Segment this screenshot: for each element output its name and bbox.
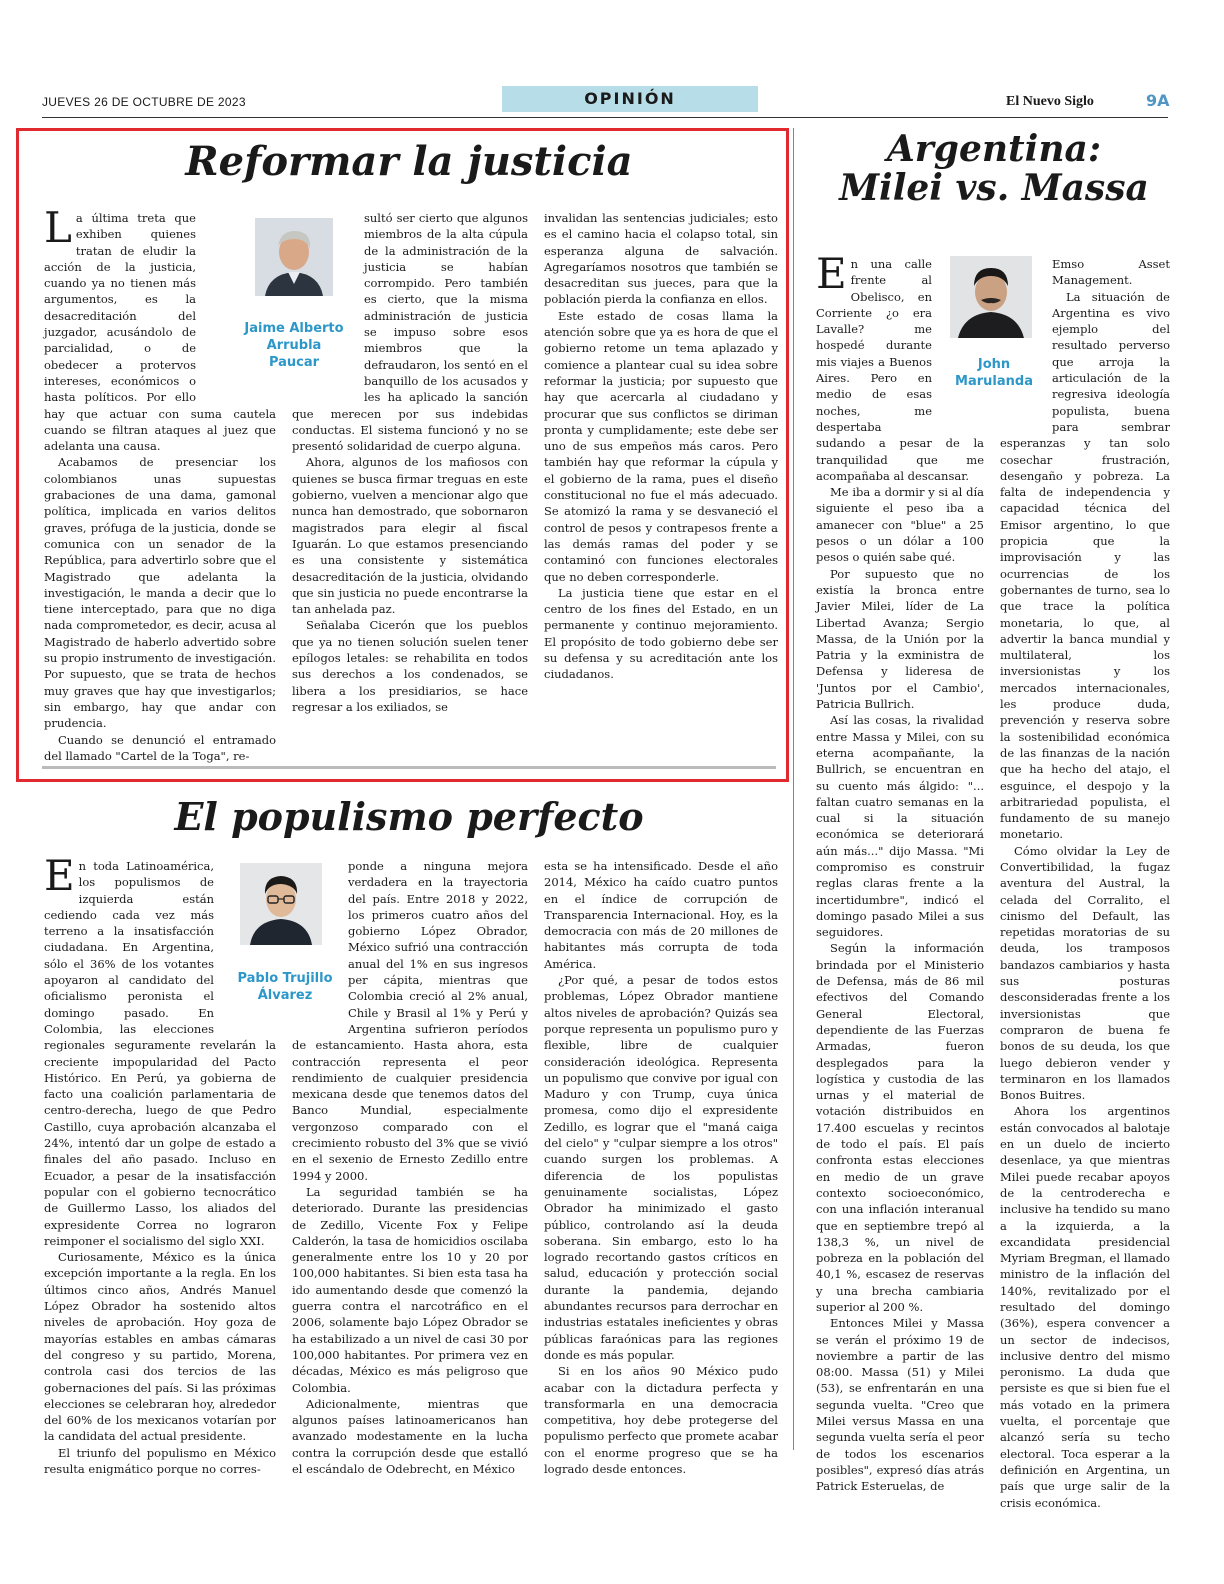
drop-cap: L: [44, 203, 72, 252]
article-separator: [42, 766, 776, 769]
issue-date: JUEVES 26 DE OCTUBRE DE 2023: [42, 95, 246, 109]
article-column-2: [292, 210, 528, 762]
article-column-3: [544, 210, 778, 762]
paragraph: ¿Por qué, a pesar de todos estos problemas, López Obrador mantiene altos niveles de aprobación? Quizás sea porque representa un populismo puro y flexible, libre de cualquier consideración ideológica. Representa un populismo que convive por igual con Maduro y con Trump, cuya única promesa, como dijo el expresidente Zedillo, es lograr que el "maná caiga del cielo" y "culpar siempre a los otros" cuando surgen los problemas. A diferencia de los populistas genuinamente socialistas, López Obrador ha minimizado el gasto público, controlando así la deuda soberana. Sin embargo, esto lo ha logrado recortando gastos críticos en salud, educación y protección social durante la pandemia, dejando abundantes recursos para derrochar en industrias estatales ineficientes y obras públicas faraónicas para las regiones donde es más popular.: [544, 973, 778, 1362]
title-line: Milei vs. Massa: [839, 166, 1149, 209]
article-column-1: [816, 249, 984, 1494]
author-name-line: Marulanda: [955, 374, 1033, 389]
article-column-2: [292, 858, 528, 1480]
article-title-populismo: El populismo perfecto: [174, 794, 644, 839]
paragraph: Ahora los argentinos están convocados al balotaje en un duelo de incierto desenlace, ya que mientras Milei puede recabar apoyos de la centroderecha e inclusive ha tendido su mano a la izquierda, a la excandidata presidencial Myriam Bregman, el llamado ministro de la inflación del 140%, revitalizado por el resultado del domingo (36%), espera convencer a un sector de indecisos, inclusive dentro del mismo peronismo. La duda que persiste es que si bien fue el más votado en la primera vuelta, el porcentaje que alcanzó sería su techo electoral. Toca esperar a la definición en Argentina, un país que urge salir de la crisis económica.: [1000, 1104, 1170, 1510]
header-rule: [42, 117, 1168, 118]
article-column-2: [1000, 256, 1170, 1510]
paragraph: invalidan las sentencias judiciales; esto es el camino hacia el colapso total, sin esperanza alguna de salvación. Agregaríamos nosotros que también se desacreditan sus jueces, para que la población pierda la confianza en ellos.: [544, 211, 778, 307]
paragraph: Cuando se denunció el entramado del llamado "Cartel de la Toga", re-: [44, 732, 276, 763]
paragraph: Por supuesto que no existía la bronca entre Javier Milei, líder de La Libertad Avanza; Sergio Massa, de la Unión por la Patria y la exministra de Defensa y lideresa de 'Juntos por el Cambio', Patricia Bullrich.: [816, 566, 984, 712]
paragraph: Este estado de cosas llama la atención sobre que ya es hora de que el gobierno retome un tema aplazado y comience a plantear cual su idea sobre reformar la justicia; por supuesto que hay que acercarla al ciudadano y procurar que sus conflictos se diriman pronta y cumplidamente; este debe ser uno de sus empeños más caros. Pero también hay que reformar la cúpula y el gobierno de la rama, pues el diseño constitucional no fue el más adecuado. Se atomizó la rama y se desvaneció el control de pesos y contrapesos frente a las demás ramas del poder y se contaminó con funciones electorales que no deben corresponderle.: [544, 308, 778, 584]
paragraph: La situación de Argentina es vivo ejemplo del resultado perverso que arroja la articulación de la regresiva ideología populista, buena para sembrar esperanzas y tan solo cosechar frustración, desengaño y pobreza. La falta de independencia y capacidad técnica del Emisor argentino, lo que propicia que la improvisación y las ocurrencias de los gobernantes de turno, sea lo que trace la política monetaria, lo que, al advertir la banca mundial y multilateral, los inversionistas y los mercados internacionales, les produce duda, prevención y reserva sobre la sostenibilidad económica de las finanzas de la nación que ha hecho del atajo, el esguince, el despojo y la arbitrariedad populista, el fundamento de su manejo monetario.: [1000, 289, 1170, 842]
paragraph: esta se ha intensificado. Desde el año 2014, México ha caído cuatro puntos en el índice de corrupción de Transparencia Internacional. Hoy, es la democracia con más de 20 millones de habitantes más corrupta de toda América.: [544, 859, 778, 971]
paragraph: Adicionalmente, mientras que algunos países latinoamericanos han avanzado modestamente en la lucha contra la corrupción desde que estalló el escándalo de Odebrecht, en México: [292, 1396, 528, 1476]
paragraph: La seguridad también se ha deteriorado. Durante las presidencias de Zedillo, Vicente Fox y Felipe Calderón, la tasa de homicidios oscilaba generalmente entre los 10 y 20 por 100,000 habitantes. Si bien esta tasa ha ido aumentando desde que comenzó la guerra contra el narcotráfico en el 2006, solamente bajo López Obrador se ha estabilizado a un nivel de casi 30 por 100,000 habitantes. Por primera vez en décadas, México es más peligroso que Colombia.: [292, 1184, 528, 1395]
author-name-line: Paucar: [268, 355, 320, 370]
paragraph: Si en los años 90 México pudo acabar con la dictadura perfecta y transformarla en una democracia competitiva, hoy debe protegerse del populismo perfecto que promete acabar con el enorme progreso que se ha logrado desde entonces.: [544, 1364, 778, 1476]
photo-spacer: [196, 210, 276, 390]
paragraph: sultó ser cierto que algunos miembros de la alta cúpula de la administración de la justicia se habían corrompido. Pero también es cierto, que la misma administración de justicia se impuso sobre esos miembros que la defraudaron, los sentó en el banquillo de los acusados y les ha aplicado la sanción que merecen por sus indebidas conductas. El sistema funcionó y no se presentó solidaridad de cuerpo alguna.: [292, 211, 528, 454]
author-name-line: Álvarez: [257, 988, 313, 1003]
article-title-reformar: Reformar la justicia: [185, 138, 633, 185]
paragraph: Señalaba Cicerón que los pueblos que ya no tienen solución suelen tener epílogos letales: se rehabilita en todos sus derechos a los condenados, se libera a los presidiarios, se hace regresar a los exiliados, se: [292, 618, 528, 714]
page-number: 9A: [1146, 91, 1170, 110]
photo-spacer: [292, 858, 348, 1023]
drop-cap: E: [816, 249, 847, 298]
paragraph: La justicia tiene que estar en el centro de los fines del Estado, en un permanente y continuo mejoramiento. El propósito de todo gobierno debe ser su defensa y su acreditación ante los ciudadanos.: [544, 585, 778, 682]
drop-cap: E: [44, 851, 75, 900]
author-name-line: Arrubla: [266, 338, 322, 353]
paragraph: Curiosamente, México es la única excepción importante a la regla. En los últimos cinco años, Andrés Manuel López Obrador ha sostenido altos niveles de aprobación. Hoy goza de mayorías estables en ambas cámaras del congreso y su partido, Morena, controla casi dos tercios de las gobernaciones del país. Si las próximas elecciones se celebraran hoy, alrededor del 60% de los mexicanos votarían por la candidata del actual presidente.: [44, 1250, 276, 1444]
article-column-1: [44, 851, 276, 1480]
photo-spacer: [932, 256, 984, 421]
section-label: OPINIÓN: [502, 86, 758, 112]
article-column-3: [544, 858, 778, 1480]
article-title-argentina: [806, 130, 1182, 208]
paragraph: Así las cosas, la rivalidad entre Massa y Milei, con su eterna acompañante, la Bullrich, se encuentran en su cuento más álgido: "... faltan cuatro semanas en la cual si la situación económica se deteriorará aún más..." dijo Massa. "Mi compromiso es construir reglas claras frente a la incertidumbre", indicó el domingo pasado Milei a sus seguidores.: [816, 713, 984, 940]
photo-spacer: [292, 210, 364, 390]
paragraph: El triunfo del populismo en México resulta enigmático porque no corres-: [44, 1445, 276, 1476]
paragraph: ponde a ninguna mejora verdadera en la trayectoria del país. Entre 2018 y 2022, los primeros cuatro años del gobierno López Obrador, México sufrió una contracción anual del 1% en sus ingresos per cápita, mientras que Colombia creció al 2% anual, Chile y Brasil al 1% y Perú y Argentina sufrieron períodos de estancamiento. Hasta ahora, esta contracción representa el peor rendimiento de cualquier presidencia mexicana desde que tenemos datos del Banco Mundial, especialmente vergonzoso comparado con el crecimiento robusto del 3% que se vivió en el sexenio de Ernesto Zedillo entre 1994 y 2000.: [292, 859, 528, 1183]
author-name-line: Pablo Trujillo: [237, 971, 333, 986]
article-column-1: [44, 203, 276, 763]
paragraph: Me iba a dormir y si al día siguiente el peso iba a amanecer con "blue" a 25 pesos o un dólar a 100 pesos o quién sabe qué.: [816, 485, 984, 565]
paragraph: Ahora, algunos de los mafiosos con quienes se busca firmar treguas en este gobierno, vuelven a mencionar algo que nunca han demostrado, que sobornaron magistrados para elegir al fiscal Iguarán. Lo que estamos presenciando es una consistente y sistemática desacreditación de la justicia, olvidando que sin justicia no puede encontrarse la tan anhelada paz.: [292, 455, 528, 617]
paragraph: n toda Latinoamérica, los populismos de izquierda están cediendo cada vez más terreno a la insatisfacción ciudadana. En Argentina, sólo el 36% de los votantes apoyaron al candidato del oficialismo peronista el domingo pasado. En Colombia, las elecciones regionales seguramente revelarán la creciente impopularidad del Pacto Histórico. En Perú, ya gobierna de facto una coalición parlamentaria de centro-derecha, luego de que Pedro Castillo, cuya aprobación alcanzaba el 24%, intentó dar un golpe de estado a finales del año pasado. Incluso en Ecuador, a pesar de la insatisfacción popular con el gobierno tecnocrático de Guillermo Lasso, los aliados del expresidente Correa no lograron reimponer el socialismo del siglo XXI.: [44, 859, 276, 1248]
author-name-line: John: [977, 357, 1011, 372]
paragraph: Según la información brindada por el Ministerio de Defensa, más de 86 mil efectivos del Comando General Electoral, dependiente de las Fuerzas Armadas, fueron desplegados para la logística y custodia de las urnas y el material de votación distribuidos en 17.400 escuelas y recintos de todo el país. El país confronta estas elecciones en medio de un grave contexto socioeconómico, con una inflación interanual que en septiembre trepó al 138,3 %, un nivel de pobreza en la población del 40,1 %, escasez de reservas y una brecha cambiaria superior al 200 %.: [816, 941, 984, 1314]
newspaper-name: El Nuevo Siglo: [1006, 94, 1094, 109]
paragraph: a última treta que exhiben quienes tratan de eludir la acción de la justicia, cuando ya no tienen más argumentos, es la desacreditación del juzgador, acusándolo de parcialidad, o de obedecer a protervos intereses, económicos o hasta políticos. Por ello hay que actuar con suma cautela cuando se filtran ataques al juez que adelanta una causa.: [44, 211, 276, 454]
paragraph: Emso Asset Management.: [1052, 257, 1170, 288]
paragraph: Cómo olvidar la Ley de Convertibilidad, la fugaz aventura del Austral, la celada del Corralito, el cinismo del Default, las repetidas moratorias de su deuda, los tramposos bandazos cambiarios y hasta sus posturas desconsideradas frente a los inversionistas que compraron de buena fe bonos de su deuda, los que luego debieron vender y terminaron en los llamados Bonos Buitres.: [1000, 843, 1170, 1103]
photo-spacer: [1000, 256, 1052, 421]
column-divider: [793, 128, 794, 1450]
photo-spacer: [214, 858, 276, 1023]
paragraph: Entonces Milei y Massa se verán el próximo 19 de noviembre a partir de las 08:00. Massa (51) y Milei (53), se enfrentarán en una segunda vuelta. "Creo que Milei versus Massa en una segunda vuelta sería el peor de todos los escenarios posibles", expresó días atrás Patrick Esteruelas, de: [816, 1316, 984, 1494]
title-line: Argentina:: [886, 128, 1102, 170]
paragraph: n una calle frente al Obelisco, en Corriente ¿o era Lavalle? me hospedé durante mis viajes a Buenos Aires. Pero en medio de esas noches, me despertaba sudando a pesar de la tranquilidad que me acompañaba al descansar.: [816, 257, 984, 483]
paragraph: Acabamos de presenciar los colombianos unas supuestas grabaciones de una dama, gamonal política, implicada en varios delitos graves, prófuga de la justicia, donde se comunica con un senador de la República, para advertirlo sobre que el Magistrado que adelanta la investigación, le manda a decir que lo tiene interceptado, para que no diga nada comprometedor, es decir, acusa al Magistrado de haberlo advertido sobre su propio instrumento de investigación. Por supuesto, que se trata de hechos muy graves que hay que investigarlos; sin embargo, hay que andar con prudencia.: [44, 455, 276, 731]
author-name-line: Jaime Alberto: [244, 321, 344, 336]
